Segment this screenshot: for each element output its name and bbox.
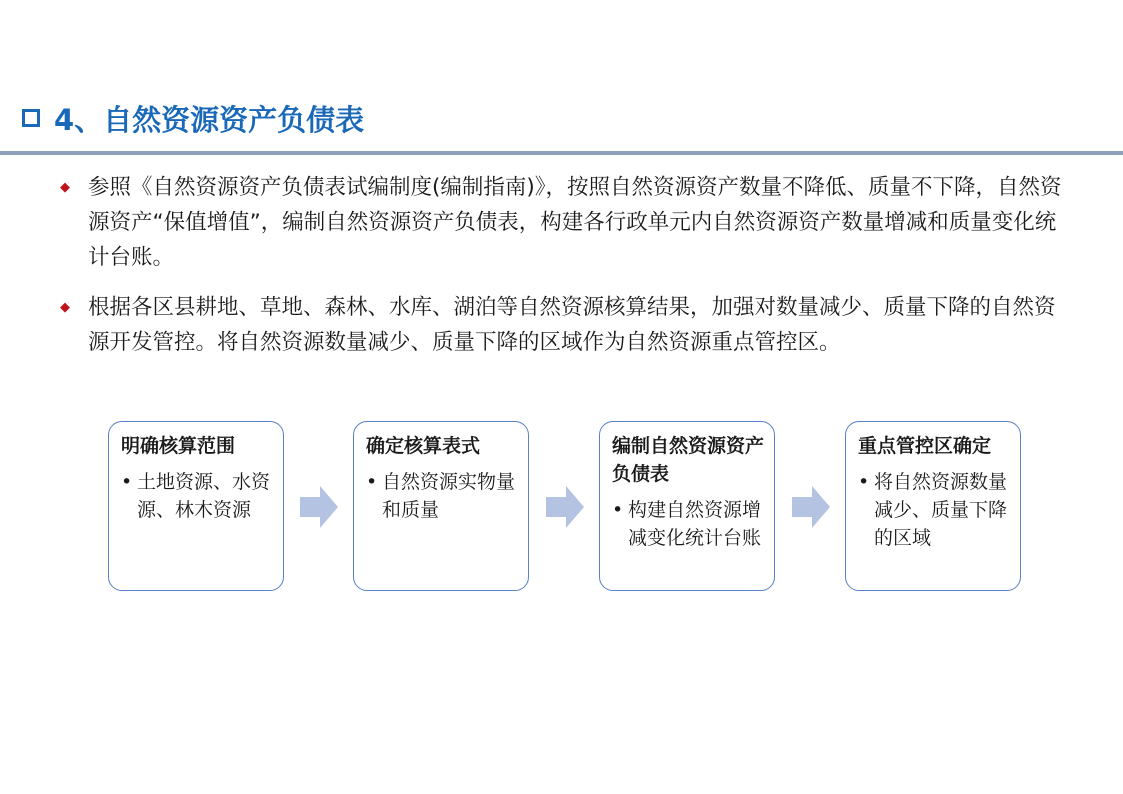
step-item-text: 自然资源实物量和质量 (382, 471, 516, 521)
bullet-text: 根据各区县耕地、草地、森林、水库、湖泊等自然资源核算结果，加强对数量减少、质量下降的自然资源开发管控。将自然资源数量减少、质量下降的区域作为自然资源重点管控区。 (88, 295, 1056, 355)
slide-title (22, 98, 364, 138)
flow-step-2 (353, 421, 529, 591)
flow-step-3 (599, 421, 775, 591)
bullet-dot-icon: • (612, 499, 624, 521)
diamond-icon: ◆ (60, 300, 70, 315)
arrow-right-icon (546, 486, 584, 528)
flow-step-1 (108, 421, 284, 591)
step-title: 重点管控区确定 (858, 435, 992, 457)
step-item (121, 468, 273, 524)
title-divider (0, 151, 1123, 155)
step-title: 确定核算表式 (366, 435, 481, 457)
step-item (612, 496, 764, 552)
bullet-item (60, 290, 1070, 360)
bullet-text: 参照《自然资源资产负债表试编制度(编制指南)》，按照自然资源资产数量不降低、质量不下降，自然资源资产“保值增值”，编制自然资源资产负债表，构建各行政单元内自然资源资产数量增减和质量变化统计台账。 (88, 175, 1062, 270)
step-title: 编制自然资源资产负债表 (612, 435, 765, 485)
square-outline-icon (22, 109, 40, 127)
step-item-text: 土地资源、水资源、林木资源 (137, 471, 271, 521)
flow-step-4 (845, 421, 1021, 591)
step-item-text: 将自然资源数量减少、质量下降的区域 (874, 471, 1008, 549)
arrow-right-icon (792, 486, 830, 528)
step-title: 明确核算范围 (121, 435, 236, 457)
bullet-item (60, 170, 1070, 275)
slide-title-text: 4、自然资源资产负债表 (54, 102, 365, 137)
diamond-icon: ◆ (60, 180, 70, 195)
arrow-right-icon (300, 486, 338, 528)
bullet-dot-icon: • (858, 471, 870, 493)
step-item (366, 468, 518, 524)
bullet-dot-icon: • (366, 471, 378, 493)
step-item (858, 468, 1010, 552)
bullet-dot-icon: • (121, 471, 133, 493)
step-item-text: 构建自然资源增减变化统计台账 (628, 499, 762, 549)
